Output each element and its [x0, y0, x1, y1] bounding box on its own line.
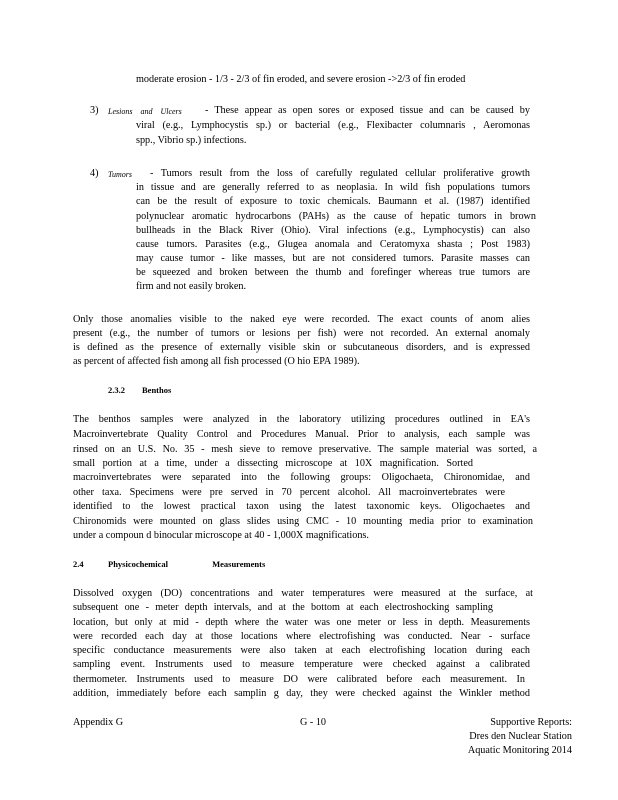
para-benthos-line-5: macroinvertebrates were separated into the following groups: Oligochaeta, Chironomidae, and	[73, 472, 530, 483]
para-physico-line-8: addition, immediately before each samplin g day, they were checked against the Winkler method	[73, 688, 530, 699]
para-anomalies-line-2: present (e.g., the number of tumors or lesions per fish) were not recorded. An external anomaly	[73, 328, 530, 339]
footer-right-line-2: Dres den Nuclear Station	[469, 731, 572, 742]
item3-line-3: spp., Vibrio sp.) infections.	[136, 135, 247, 146]
item4-line-9: firm and not easily broken.	[136, 281, 247, 292]
footer-page-number: G - 10	[300, 717, 327, 728]
para-anomalies-line-3: is defined as the presence of externally visible skin or subcutaneous disorders, and is expressed	[73, 342, 530, 353]
item3-label: Lesions and Ulcers	[108, 107, 182, 116]
item4-line-3: can be the result of exposure to toxic chemicals. Baumann et al. (1987) identified	[136, 196, 530, 207]
para-benthos-line-3: rinsed on an U.S. No. 35 - mesh sieve to remove preservative. The sample material was sorted, a	[73, 444, 537, 455]
item4-line-7: may cause tumor - like masses, but are not considered tumors. Parasite masses can	[136, 253, 530, 264]
para-physico-line-5: specific conductance measurements were also taken at each electrofishing location during each	[73, 645, 530, 656]
item4-label: Tumors	[108, 170, 133, 179]
item4-line-5: bullheads in the Black River (Ohio). Viral infections (e.g., Lymphocystis) can also	[136, 225, 530, 236]
item4-line-4: polynuclear aromatic hydrocarbons (PAHs) as the cause of hepatic tumors in brown	[136, 211, 536, 222]
erosion-line: moderate erosion - 1/3 - 2/3 of fin eroded, and severe erosion ->2/3 of fin eroded	[136, 74, 466, 85]
footer-right-line-1: Supportive Reports:	[490, 717, 572, 728]
item4-number: 4)	[90, 168, 99, 179]
section-24-title: Physicochemical Measurements	[108, 559, 266, 569]
footer-right-line-3: Aquatic Monitoring 2014	[467, 745, 572, 756]
item4-line-2: in tissue and are generally referred to as neoplasia. In wild fish populations tumors	[136, 182, 530, 193]
item4-line-1: - Tumors result from the loss of carefully regulated cellular proliferative growth	[150, 168, 530, 179]
para-benthos-line-8: Chironomids were mounted on glass slides using CMC - 10 mounting media prior to examination	[73, 516, 533, 527]
section-232-title: Benthos	[142, 385, 172, 395]
para-physico-line-6: sampling event. Instruments used to measure temperature were checked against a calibrated	[73, 659, 530, 670]
item3-line-2: viral (e.g., Lymphocystis sp.) or bacterial (e.g., Flexibacter columnaris , Aeromonas	[136, 120, 530, 131]
item3-line-1: - These appear as open sores or exposed tissue and can be caused by	[205, 105, 530, 116]
para-physico-line-1: Dissolved oxygen (DO) concentrations and water temperatures were measured at the surface, at	[73, 588, 533, 599]
para-anomalies-line-1: Only those anomalies visible to the naked eye were recorded. The exact counts of anom alies	[73, 314, 530, 325]
section-232-number: 2.3.2	[108, 385, 125, 395]
item3-number: 3)	[90, 105, 99, 116]
para-benthos-line-9: under a compoun d binocular microscope at 40 - 1,000X magnifications.	[73, 530, 369, 541]
para-benthos-line-1: The benthos samples were analyzed in the laboratory utilizing procedures outlined in EA's	[73, 414, 530, 425]
para-anomalies-line-4: as percent of affected fish among all fish processed (O hio EPA 1989).	[73, 356, 360, 367]
para-benthos-line-4: small portion at a time, under a dissecting microscope at 10X magnification. Sorted	[73, 458, 473, 469]
para-physico-line-3: location, but only at mid - depth where the water was one meter or less in depth. Measurements	[73, 617, 530, 628]
footer-left: Appendix G	[73, 717, 124, 728]
section-24-number: 2.4	[73, 559, 84, 569]
para-physico-line-2: subsequent one - meter depth intervals, and at the bottom at each electroshocking sampling	[73, 602, 493, 613]
para-physico-line-7: thermometer. Instruments used to measure DO were calibrated before each measurement. In	[73, 674, 525, 685]
item4-line-8: be squeezed and broken between the thumb and forefinger whereas true tumors are	[136, 267, 530, 278]
para-benthos-line-6: other taxa. Specimens were pre served in 70 percent alcohol. All macroinvertebrates were	[73, 487, 505, 498]
para-physico-line-4: were recorded each day at those locations where electrofishing was conducted. Near - surface	[73, 631, 530, 642]
para-benthos-line-7: identified to the lowest practical taxon using the latest taxonomic keys. Oligochaetes and	[73, 501, 530, 512]
item4-line-6: cause tumors. Parasites (e.g., Glugea anomala and Ceratomyxa shasta ; Post 1983)	[136, 239, 530, 250]
para-benthos-line-2: Macroinvertebrate Quality Control and Procedures Manual. Prior to analysis, each sample was	[73, 429, 530, 440]
